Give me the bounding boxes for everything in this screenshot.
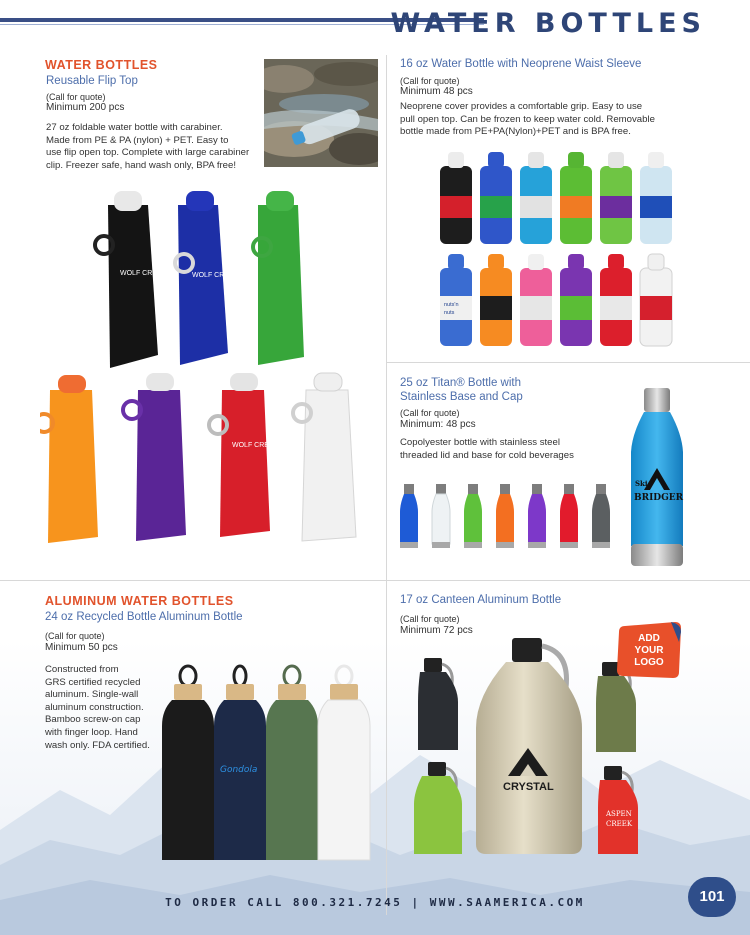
- titan-small-clear: [432, 484, 450, 548]
- svg-text:LOGO: LOGO: [634, 657, 664, 668]
- sleeve-bottle-purple: [560, 254, 592, 346]
- sleeve-bottle-clear: [640, 152, 672, 244]
- product-name-canteen: 17 oz Canteen Aluminum Bottle: [400, 594, 562, 606]
- section-title-water-bottles: WATER BOTTLES: [45, 58, 158, 72]
- titan-small-orange: [496, 484, 514, 548]
- canteen-small-red: [598, 766, 638, 854]
- product-description: Copolyester bottle with stainless steel threaded lid and base for cold beverages: [400, 437, 574, 461]
- aluminum-bottle-black: [162, 666, 214, 860]
- footer-contact: TO ORDER CALL 800.321.7245 | WWW.SAAMERICA.COM: [165, 896, 585, 909]
- flip-bottle-blue: [175, 191, 239, 365]
- svg-text:nuts'n: nuts'n: [444, 302, 459, 308]
- minimum-quantity: Minimum: 48 pcs: [400, 419, 476, 430]
- call-for-quote: (Call for quote): [46, 92, 106, 102]
- aluminum-bottle-green: [266, 666, 318, 860]
- canteen-small-lime: [414, 762, 462, 854]
- svg-text:nuts: nuts: [444, 310, 455, 316]
- titan-small-blue: [400, 484, 418, 548]
- canteen-small-black: [418, 658, 458, 750]
- row-divider-left: [0, 580, 386, 581]
- sleeve-bottle-green-swirl: [600, 152, 632, 244]
- titan-bottle-large-blue: [626, 386, 688, 570]
- sleeve-bottle-orange: [480, 254, 512, 346]
- aluminum-bottle-white: [318, 666, 370, 860]
- page-number: 101: [688, 877, 736, 917]
- product-photo-river: [264, 59, 378, 167]
- minimum-quantity: Minimum 200 pcs: [46, 102, 125, 113]
- product-name-neoprene-sleeve: 16 oz Water Bottle with Neoprene Waist Sleeve: [400, 58, 642, 70]
- flip-bottle-white: [293, 373, 356, 541]
- call-for-quote: (Call for quote): [400, 614, 460, 624]
- sleeve-bottle-pink-swirl: [520, 254, 552, 346]
- row-divider-right-2: [386, 580, 750, 581]
- svg-text:CRYSTAL: CRYSTAL: [503, 781, 554, 793]
- titan-small-purple: [528, 484, 546, 548]
- sleeve-bottle-white: [640, 254, 672, 346]
- svg-text:YOUR: YOUR: [634, 645, 664, 656]
- sleeve-bottle-black: [440, 152, 472, 244]
- flip-bottle-black: [95, 191, 167, 368]
- titan-small-smoke: [592, 484, 610, 548]
- page-title: WATER BOTTLES: [390, 8, 706, 39]
- product-description: 27 oz foldable water bottle with carabiner. Made from PE & PA (nylon) + PET. Easy to use flip open top. Complete with large carabiner clip. Freezer safe, hand wash only, BPA free!: [46, 122, 250, 171]
- sleeve-bottle-blue-branded: [440, 254, 472, 346]
- section-title-aluminum: ALUMINUM WATER BOTTLES: [45, 594, 234, 608]
- aluminum-bottles-image: [160, 664, 375, 864]
- product-name-flip-top: Reusable Flip Top: [46, 75, 138, 87]
- flip-top-bottles-image: [40, 185, 380, 550]
- aluminum-bottle-navy: [214, 666, 266, 860]
- svg-text:WOLF CREEK: WOLF CREEK: [120, 270, 167, 277]
- product-description: Constructed from GRS certified recycled aluminum. Single-wall aluminum construction. Bamboo screw-on cap with finger loop. Hand wash only. FDA certified.: [45, 664, 150, 751]
- svg-text:BRIDGER: BRIDGER: [634, 493, 684, 503]
- svg-text:CREEK: CREEK: [606, 820, 633, 828]
- canteen-large-silver: [476, 638, 582, 854]
- svg-text:Gondola: Gondola: [220, 765, 258, 775]
- svg-text:ADD: ADD: [638, 633, 660, 644]
- add-your-logo-badge: [617, 622, 681, 678]
- product-name-recycled-aluminum: 24 oz Recycled Bottle Aluminum Bottle: [45, 611, 243, 623]
- call-for-quote: (Call for quote): [45, 631, 105, 641]
- neoprene-sleeve-bottles-image: [432, 148, 682, 353]
- sleeve-bottle-lime: [560, 152, 592, 244]
- svg-text:WOLF CREEK: WOLF CREEK: [192, 272, 239, 279]
- svg-text:Ski: Ski: [635, 479, 648, 488]
- product-description: Neoprene cover provides a comfortable grip. Easy to use pull open top. Can be frozen to keep water cold. Removable bottle made from PE+PA(Nylon)+PET and is BPA free.: [400, 101, 655, 138]
- minimum-quantity: Minimum 48 pcs: [400, 86, 473, 97]
- minimum-quantity: Minimum 50 pcs: [45, 642, 118, 653]
- flip-bottle-purple: [123, 373, 186, 541]
- minimum-quantity: Minimum 72 pcs: [400, 625, 473, 636]
- sleeve-bottle-cyan: [520, 152, 552, 244]
- svg-text:WOLF CREEK: WOLF CREEK: [232, 442, 279, 449]
- titan-bottles-lineup: [396, 480, 621, 552]
- row-divider-right-1: [386, 362, 750, 363]
- call-for-quote: (Call for quote): [400, 76, 460, 86]
- column-divider: [386, 55, 387, 915]
- titan-small-green: [464, 484, 482, 548]
- call-for-quote: (Call for quote): [400, 408, 460, 418]
- sleeve-bottle-red: [600, 254, 632, 346]
- titan-small-red: [560, 484, 578, 548]
- flip-bottle-red: [209, 373, 279, 537]
- flip-bottle-orange: [40, 375, 98, 543]
- product-name-titan-bottle: 25 oz Titan® Bottle with Stainless Base and Cap: [400, 377, 523, 403]
- sleeve-bottle-blue: [480, 152, 512, 244]
- svg-text:ASPEN: ASPEN: [606, 810, 632, 818]
- canteen-bottles-image: [410, 632, 650, 860]
- flip-bottle-green: [253, 191, 304, 365]
